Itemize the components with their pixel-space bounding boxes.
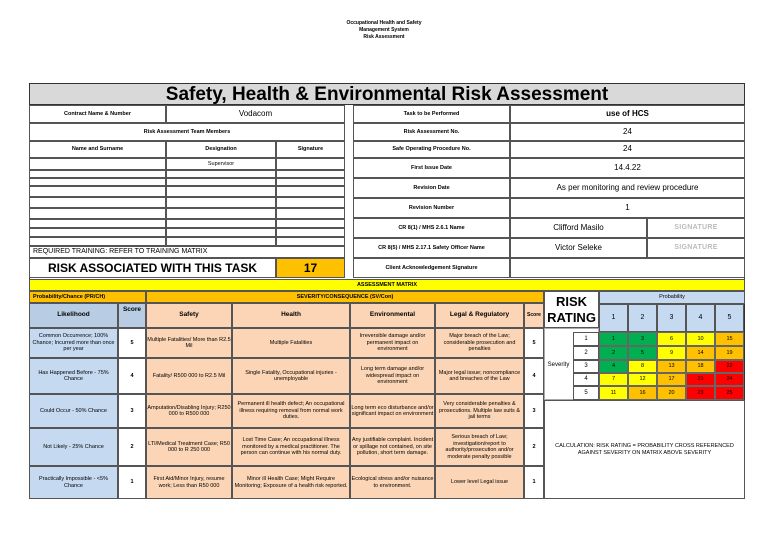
member-signature-cell[interactable] <box>276 208 345 219</box>
severity-row-header: 2 <box>573 346 599 360</box>
environmental-cell: Ecological stress and/or nuisance to environment. <box>350 466 435 499</box>
revision-number-value[interactable]: 1 <box>510 198 745 218</box>
required-training: REQUIRED TRAINING: REFER TO TRAINING MATRIX <box>29 246 345 258</box>
likelihood-cell: Could Occur - 50% Chance <box>29 394 118 428</box>
risk-rating-cell: 15 <box>715 332 744 346</box>
risk-rating-cell: 14 <box>686 346 715 360</box>
score-2-cell: 1 <box>524 466 544 499</box>
risk-rating-cell: 19 <box>715 346 744 360</box>
member-signature-cell[interactable] <box>276 197 345 208</box>
score-cell: 5 <box>118 328 146 358</box>
col-safety: Safety <box>146 303 232 328</box>
member-designation-cell[interactable] <box>166 208 276 219</box>
member-name-cell[interactable] <box>29 158 166 170</box>
revision-number-label: Revision Number <box>353 198 510 218</box>
cr85-label: CR 8(5) / MHS 2.17.1 Safety Officer Name <box>353 238 510 258</box>
environmental-cell: Irreversible damage and/or permanent impact on environment <box>350 328 435 358</box>
client-ack-signature[interactable] <box>510 258 745 278</box>
header-line-2: Management System <box>359 27 409 33</box>
risk-rating-cell: 1 <box>599 332 628 346</box>
environmental-cell: Long term eco disturbance and/or significant impact on environment <box>350 394 435 428</box>
probability-header: Probability/Chance (PR/CH) <box>29 291 146 303</box>
risk-rating-cell: 7 <box>599 373 628 386</box>
risk-rating-cell: 2 <box>599 346 628 360</box>
risk-rating-cell: 13 <box>657 360 686 373</box>
member-name-cell[interactable] <box>29 228 166 237</box>
severity-header: SEVERITY/CONSEQUENCE (SV/Con) <box>146 291 544 303</box>
revision-date-label: Revision Date <box>353 178 510 198</box>
task-label: Task to be Performed <box>353 105 510 123</box>
cr81-name[interactable]: Clifford Masilo <box>510 218 647 238</box>
legal-cell: Very considerable penalties & prosecutions. Multiple law suits & jail terms <box>435 394 524 428</box>
member-designation-cell[interactable] <box>166 228 276 237</box>
health-cell: Permanent ill health defect; An occupational illness requiring removal from normal work duties. <box>232 394 350 428</box>
safety-cell: First Aid/Minor Injury, resume work; Less than R50 000 <box>146 466 232 499</box>
ra-no-value[interactable]: 24 <box>510 123 745 141</box>
likelihood-cell: Practically Impossible - <5% Chance <box>29 466 118 499</box>
score-cell: 2 <box>118 428 146 466</box>
risk-rating-cell: 5 <box>628 346 657 360</box>
score-2-cell: 4 <box>524 358 544 394</box>
severity-row-header: 1 <box>573 332 599 346</box>
risk-rating-cell: 20 <box>657 386 686 400</box>
cr81-label: CR 8(1) / MHS 2.6.1 Name <box>353 218 510 238</box>
col-designation: Designation <box>166 141 276 158</box>
risk-rating-cell: 18 <box>686 360 715 373</box>
risk-rating-title-2: RATING <box>547 309 596 325</box>
member-designation-cell[interactable]: Supervisor <box>166 158 276 170</box>
risk-associated-value: 17 <box>276 258 345 278</box>
risk-rating-cell: 11 <box>599 386 628 400</box>
score-2-cell: 3 <box>524 394 544 428</box>
col-health: Health <box>232 303 350 328</box>
risk-rating-cell: 21 <box>686 373 715 386</box>
severity-row-header: 4 <box>573 373 599 386</box>
risk-associated-label: RISK ASSOCIATED WITH THIS TASK <box>29 258 276 278</box>
risk-rating-cell: 17 <box>657 373 686 386</box>
member-designation-cell[interactable] <box>166 237 276 246</box>
legal-cell: Major legal issue; noncompliance and breaches of the Law <box>435 358 524 394</box>
score-cell: 1 <box>118 466 146 499</box>
risk-rating-cell: 23 <box>686 386 715 400</box>
member-name-cell[interactable] <box>29 178 166 186</box>
risk-rating-title <box>544 291 599 328</box>
member-name-cell[interactable] <box>29 237 166 246</box>
legal-cell: Major breach of the Law; considerable prosecution and penalties <box>435 328 524 358</box>
calculation-note: CALCULATION: RISK RATING = PROBABILITY CROSS REFERENCED AGAINST SEVERITY ON MATRIX ABOVE SEVERITY <box>544 400 745 499</box>
health-cell: Minor ill Health Case; Might Require Monitoring; Exposure of a health risk reported. <box>232 466 350 499</box>
member-signature-cell[interactable] <box>276 178 345 186</box>
environmental-cell: Any justifiable complaint. Incident or spillage not contained, on site pollution, short term damage. <box>350 428 435 466</box>
issue-date-value[interactable]: 14.4.22 <box>510 158 745 178</box>
probability-col-header: 2 <box>628 304 657 332</box>
probability-label: Probability <box>599 291 745 304</box>
probability-col-header: 4 <box>686 304 715 332</box>
likelihood-cell: Common Occurrence; 100% Chance; Incurred more than once per year <box>29 328 118 358</box>
member-name-cell[interactable] <box>29 208 166 219</box>
col-name-surname: Name and Surname <box>29 141 166 158</box>
col-score-2: Score <box>524 303 544 328</box>
sop-value[interactable]: 24 <box>510 141 745 158</box>
risk-rating-cell: 25 <box>715 386 744 400</box>
safety-cell: Amputation/Disabling Injury; R250 000 to R500 000 <box>146 394 232 428</box>
score-2-cell: 5 <box>524 328 544 358</box>
col-score: Score <box>118 303 146 328</box>
severity-label: Severity <box>547 361 570 368</box>
member-signature-cell[interactable] <box>276 228 345 237</box>
member-designation-cell[interactable] <box>166 197 276 208</box>
page-title: Safety, Health & Environmental Risk Assessment <box>29 83 745 105</box>
assessment-matrix-title: ASSESSMENT MATRIX <box>29 279 745 291</box>
revision-date-value[interactable]: As per monitoring and review procedure <box>510 178 745 198</box>
safety-cell: Multiple Fatalities/ More than R2.5 Mil <box>146 328 232 358</box>
legal-cell: Lower level Legal issue <box>435 466 524 499</box>
member-name-cell[interactable] <box>29 170 166 178</box>
severity-row-header: 5 <box>573 386 599 400</box>
header-line-1: Occupational Health and Safety <box>346 20 422 26</box>
col-signature: Signature <box>276 141 345 158</box>
member-name-cell[interactable] <box>29 219 166 228</box>
member-designation-cell[interactable] <box>166 219 276 228</box>
risk-rating-cell: 22 <box>715 360 744 373</box>
legal-cell: Serious breach of Law; investigation/report to authority/prosecution and/or moderate penalty possible <box>435 428 524 466</box>
environmental-cell: Long term damage and/or widespread impact on environment <box>350 358 435 394</box>
score-cell: 4 <box>118 358 146 394</box>
risk-rating-title-1: RISK <box>555 293 588 309</box>
score-cell: 3 <box>118 394 146 428</box>
likelihood-cell: Has Happened Before - 75% Chance <box>29 358 118 394</box>
member-designation-cell[interactable] <box>166 186 276 197</box>
risk-rating-cell: 12 <box>628 373 657 386</box>
member-signature-cell[interactable] <box>276 170 345 178</box>
sop-label: Safe Operating Procedure No. <box>353 141 510 158</box>
risk-rating-cell: 8 <box>628 360 657 373</box>
team-members-label: Risk Assessment Team Members <box>29 123 345 141</box>
risk-rating-cell: 3 <box>628 332 657 346</box>
member-name-cell[interactable] <box>29 186 166 197</box>
risk-rating-cell: 10 <box>686 332 715 346</box>
probability-col-header: 3 <box>657 304 686 332</box>
cr85-signature[interactable]: SIGNATURE <box>647 238 745 258</box>
probability-col-header: 1 <box>599 304 628 332</box>
member-designation-cell[interactable] <box>166 178 276 186</box>
risk-rating-cell: 9 <box>657 346 686 360</box>
cr81-signature[interactable]: SIGNATURE <box>647 218 745 238</box>
safety-cell: LTI/Medical Treatment Case; R50 000 to R 250 000 <box>146 428 232 466</box>
col-likelihood: Likelihood <box>29 303 118 328</box>
header-line-3: Risk Assessment <box>363 34 405 40</box>
member-name-cell[interactable] <box>29 197 166 208</box>
member-designation-cell[interactable] <box>166 170 276 178</box>
ra-no-label: Risk Assessment No. <box>353 123 510 141</box>
health-cell: Single Fatality, Occupational injuries - unemployable <box>232 358 350 394</box>
contract-value[interactable]: Vodacom <box>166 105 345 123</box>
document-header <box>0 20 768 41</box>
health-cell: Multiple Fatalities <box>232 328 350 358</box>
likelihood-cell: Not Likely - 25% Chance <box>29 428 118 466</box>
task-value[interactable]: use of HCS <box>510 105 745 123</box>
member-signature-cell[interactable] <box>276 219 345 228</box>
member-signature-cell[interactable] <box>276 237 345 246</box>
severity-row-header: 3 <box>573 360 599 373</box>
risk-rating-cell: 6 <box>657 332 686 346</box>
member-signature-cell[interactable] <box>276 158 345 170</box>
risk-rating-cell: 16 <box>628 386 657 400</box>
col-legal: Legal & Regulatory <box>435 303 524 328</box>
score-2-cell: 2 <box>524 428 544 466</box>
risk-rating-cell: 24 <box>715 373 744 386</box>
contract-label: Contract Name & Number <box>29 105 166 123</box>
col-environmental: Environmental <box>350 303 435 328</box>
cr85-name[interactable]: Victor Seleke <box>510 238 647 258</box>
client-ack-label: Client Acknowledgement Signature <box>353 258 510 278</box>
member-signature-cell[interactable] <box>276 186 345 197</box>
risk-rating-cell: 4 <box>599 360 628 373</box>
safety-cell: Fatality/ R500 000 to R2.5 Mil <box>146 358 232 394</box>
issue-date-label: First Issue Date <box>353 158 510 178</box>
health-cell: Lost Time Case; An occupational illness monitored by a medical practitioner. The person can continue with his normal duty. <box>232 428 350 466</box>
probability-col-header: 5 <box>715 304 744 332</box>
